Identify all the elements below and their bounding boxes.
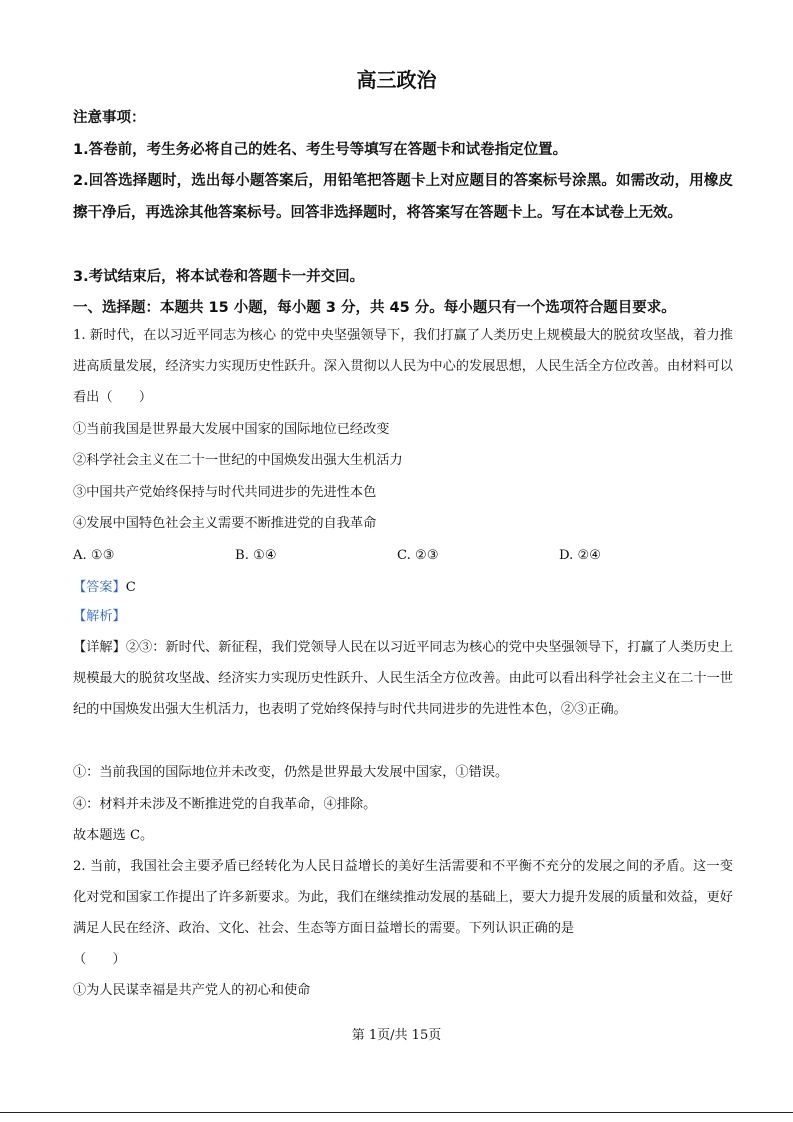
question-1-statement-4: ④发展中国特色社会主义需要不断推进党的自我革命 <box>73 516 377 531</box>
question-2-blank: （ ） <box>73 952 126 967</box>
question-1-options <box>73 540 733 571</box>
question-2-stem: 2. 当前，我国社会主要矛盾已经转化为人民日益增长的美好生活需要和不平衡不充分的发展之间的矛盾。这一变化对党和国家工作提出了许多新要求。为此，我们在继续推动发展的基础上，要大力提升发展的质量和效益，更好满足人民在经济、政治、文化、社会、生态等方面日益增长的需要。下列认识正确的是 <box>73 859 733 936</box>
notice-item-2: 2.回答选择题时，选出每小题答案后，用铅笔把答题卡上对应题目的答案标号涂黑。如需改动，用橡皮擦干净后，再选涂其他答案标号。回答非选择题时，将答案写在答题卡上。写在本试卷上无效。 <box>73 173 733 221</box>
answer-line <box>73 572 733 603</box>
explain-statement-4: ④：材料并未涉及不断推进党的自我革命，④排除。 <box>73 797 377 812</box>
question-1-statement-2: ②科学社会主义在二十一世纪的中国焕发出强大生机活力 <box>73 453 403 468</box>
question-2-statement-1: ①为人民谋幸福是共产党人的初心和使命 <box>73 983 311 998</box>
question-1-stem: 1. 新时代，在以习近平同志为核心 的党中央坚强领导下，我们打赢了人类历史上规模最大的脱贫攻坚战，着力推进高质量发展，经济实力实现历史性跃升。深入贯彻以人民为中心的发展思想，人民生活全方位改善。由材料可以看出（ ） <box>73 328 733 405</box>
option-a: A. ①③ <box>73 548 115 563</box>
section-heading: 一、选择题：本题共 15 小题，每小题 3 分，共 45 分。每小题只有一个选项符合题目要求。 <box>73 300 676 316</box>
detail-paragraph <box>73 632 733 725</box>
question-1-statement-3: ③中国共产党始终保持与时代共同进步的先进性本色 <box>73 485 377 500</box>
detail-text: ②③：新时代、新征程，我们党领导人民在以习近平同志为核心的党中央坚强领导下，打赢了人类历史上规模最大的脱贫攻坚战、经济实力实现历史性跃升、人民生活全方位改善。由此可以看出科学社会主义在二十一世纪的中国焕发出强大生机活力，也表明了党始终保持与时代共同进步的先进性本色，②③正确。 <box>73 640 734 717</box>
detail-label: 【详解】 <box>73 640 126 655</box>
explain-statement-1: ①：当前我国的国际地位并未改变，仍然是世界最大发展中国家，①错误。 <box>73 765 509 780</box>
notice-item-3: 3.考试结束后，将本试卷和答题卡一并交回。 <box>73 269 365 285</box>
notice-item-1: 1.答卷前，考生务必将自己的姓名、考生号等填写在答题卡和试卷指定位置。 <box>73 142 568 158</box>
option-c: C. ②③ <box>397 548 439 563</box>
page-title: 高三政治 <box>356 68 437 92</box>
question-1-statement-1: ①当前我国是世界最大发展中国家的国际地位已经改变 <box>73 422 390 437</box>
answer-value: C <box>125 580 136 595</box>
option-b: B. ①④ <box>235 548 277 563</box>
notice-heading: 注意事项： <box>73 110 146 126</box>
bottom-divider <box>0 1112 793 1113</box>
analysis-label: 【解析】 <box>73 609 126 624</box>
question-1-conclusion: 故本题选 C。 <box>73 828 154 843</box>
option-d: D. ②④ <box>559 548 602 563</box>
answer-label: 【答案】 <box>73 580 126 595</box>
page-footer: 第 1页/共 15页 <box>351 1028 442 1043</box>
